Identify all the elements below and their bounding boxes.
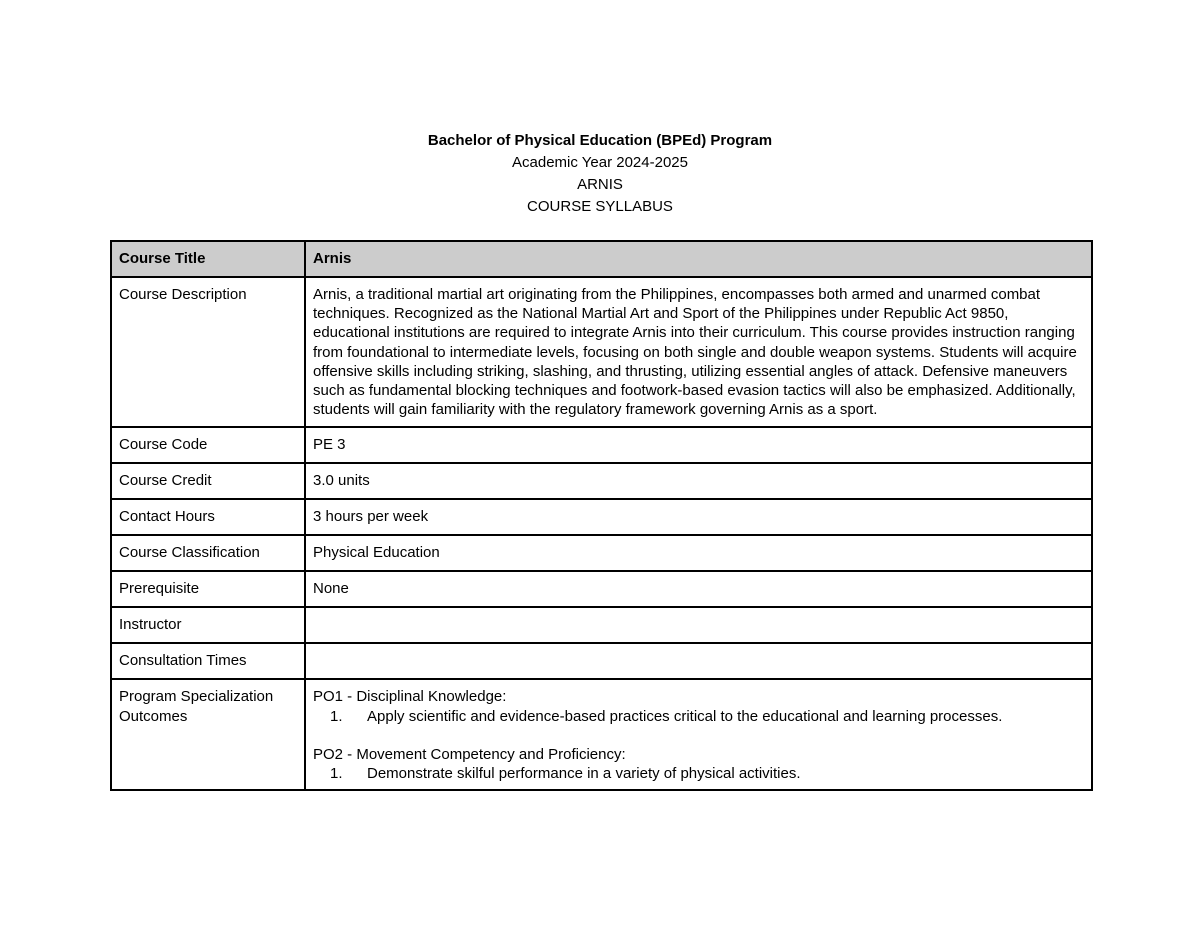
course-classification-value: Physical Education: [305, 535, 1092, 571]
outcome-group-po1: [313, 687, 1084, 725]
prerequisite-label: Prerequisite: [111, 571, 305, 607]
course-title-value: Arnis: [305, 241, 1092, 277]
table-row-prerequisite: [111, 571, 1092, 607]
prerequisite-value: None: [305, 571, 1092, 607]
course-credit-value: 3.0 units: [305, 463, 1092, 499]
course-description-label: Course Description: [111, 277, 305, 427]
outcome-group-po2: [313, 745, 1084, 783]
program-title: Bachelor of Physical Education (BPEd) Program: [427, 132, 773, 149]
outcome-list: [313, 764, 1084, 783]
course-name-heading: ARNIS: [577, 176, 623, 193]
program-outcomes-value: [305, 679, 1092, 790]
consultation-times-label: Consultation Times: [111, 643, 305, 679]
academic-year: Academic Year 2024-2025: [512, 154, 688, 171]
table-header-row: [111, 241, 1092, 277]
table-row-consultation-times: [111, 643, 1092, 679]
table-row-course-classification: [111, 535, 1092, 571]
document-header: [0, 130, 1200, 218]
list-item-text: Demonstrate skilful performance in a variety of physical activities.: [367, 765, 801, 783]
list-item-number: 1.: [330, 707, 343, 725]
table-row-course-code: [111, 427, 1092, 463]
table-row-course-credit: [111, 463, 1092, 499]
course-code-label: Course Code: [111, 427, 305, 463]
list-item-text: Apply scientific and evidence-based practices critical to the educational and learning processes.: [367, 707, 1003, 725]
instructor-value: [305, 607, 1092, 643]
outcome-heading: PO1 - Disciplinal Knowledge:: [313, 688, 507, 706]
outcome-heading: PO2 - Movement Competency and Proficiency:: [313, 745, 626, 763]
syllabus-table: [110, 240, 1093, 791]
document-type-heading: COURSE SYLLABUS: [527, 198, 673, 215]
table-row-contact-hours: [111, 499, 1092, 535]
course-description-value: Arnis, a traditional martial art originating from the Philippines, encompasses both armed and unarmed combat techniques. Recognized as the National Martial Art and Sport of the Philippines under Republic Act 9850, educational institutions are required to integrate Arnis into their curriculum. This course provides instruction ranging from foundational to intermediate levels, focusing on both single and double weapon systems. Students will acquire offensive skills including striking, slashing, and thrusting, utilizing essential angles of attack. Defensive maneuvers such as fundamental blocking techniques and footwork-based evasion tactics will also be emphasized. Additionally, students will gain familiarity with the regulatory framework governing Arnis as a sport.: [305, 277, 1092, 427]
course-classification-label: Course Classification: [111, 535, 305, 571]
course-code-value: PE 3: [305, 427, 1092, 463]
course-credit-label: Course Credit: [111, 463, 305, 499]
program-outcomes-label: Program Specialization Outcomes: [111, 679, 305, 790]
contact-hours-value: 3 hours per week: [305, 499, 1092, 535]
table-row-program-outcomes: [111, 679, 1092, 790]
list-item: [330, 707, 1084, 726]
consultation-times-value: [305, 643, 1092, 679]
table-row-course-description: [111, 277, 1092, 427]
table-row-instructor: [111, 607, 1092, 643]
list-item-number: 1.: [330, 765, 343, 783]
outcome-list: [313, 707, 1084, 726]
contact-hours-label: Contact Hours: [111, 499, 305, 535]
course-title-label: Course Title: [111, 241, 305, 277]
list-item: [330, 764, 1084, 783]
instructor-label: Instructor: [111, 607, 305, 643]
